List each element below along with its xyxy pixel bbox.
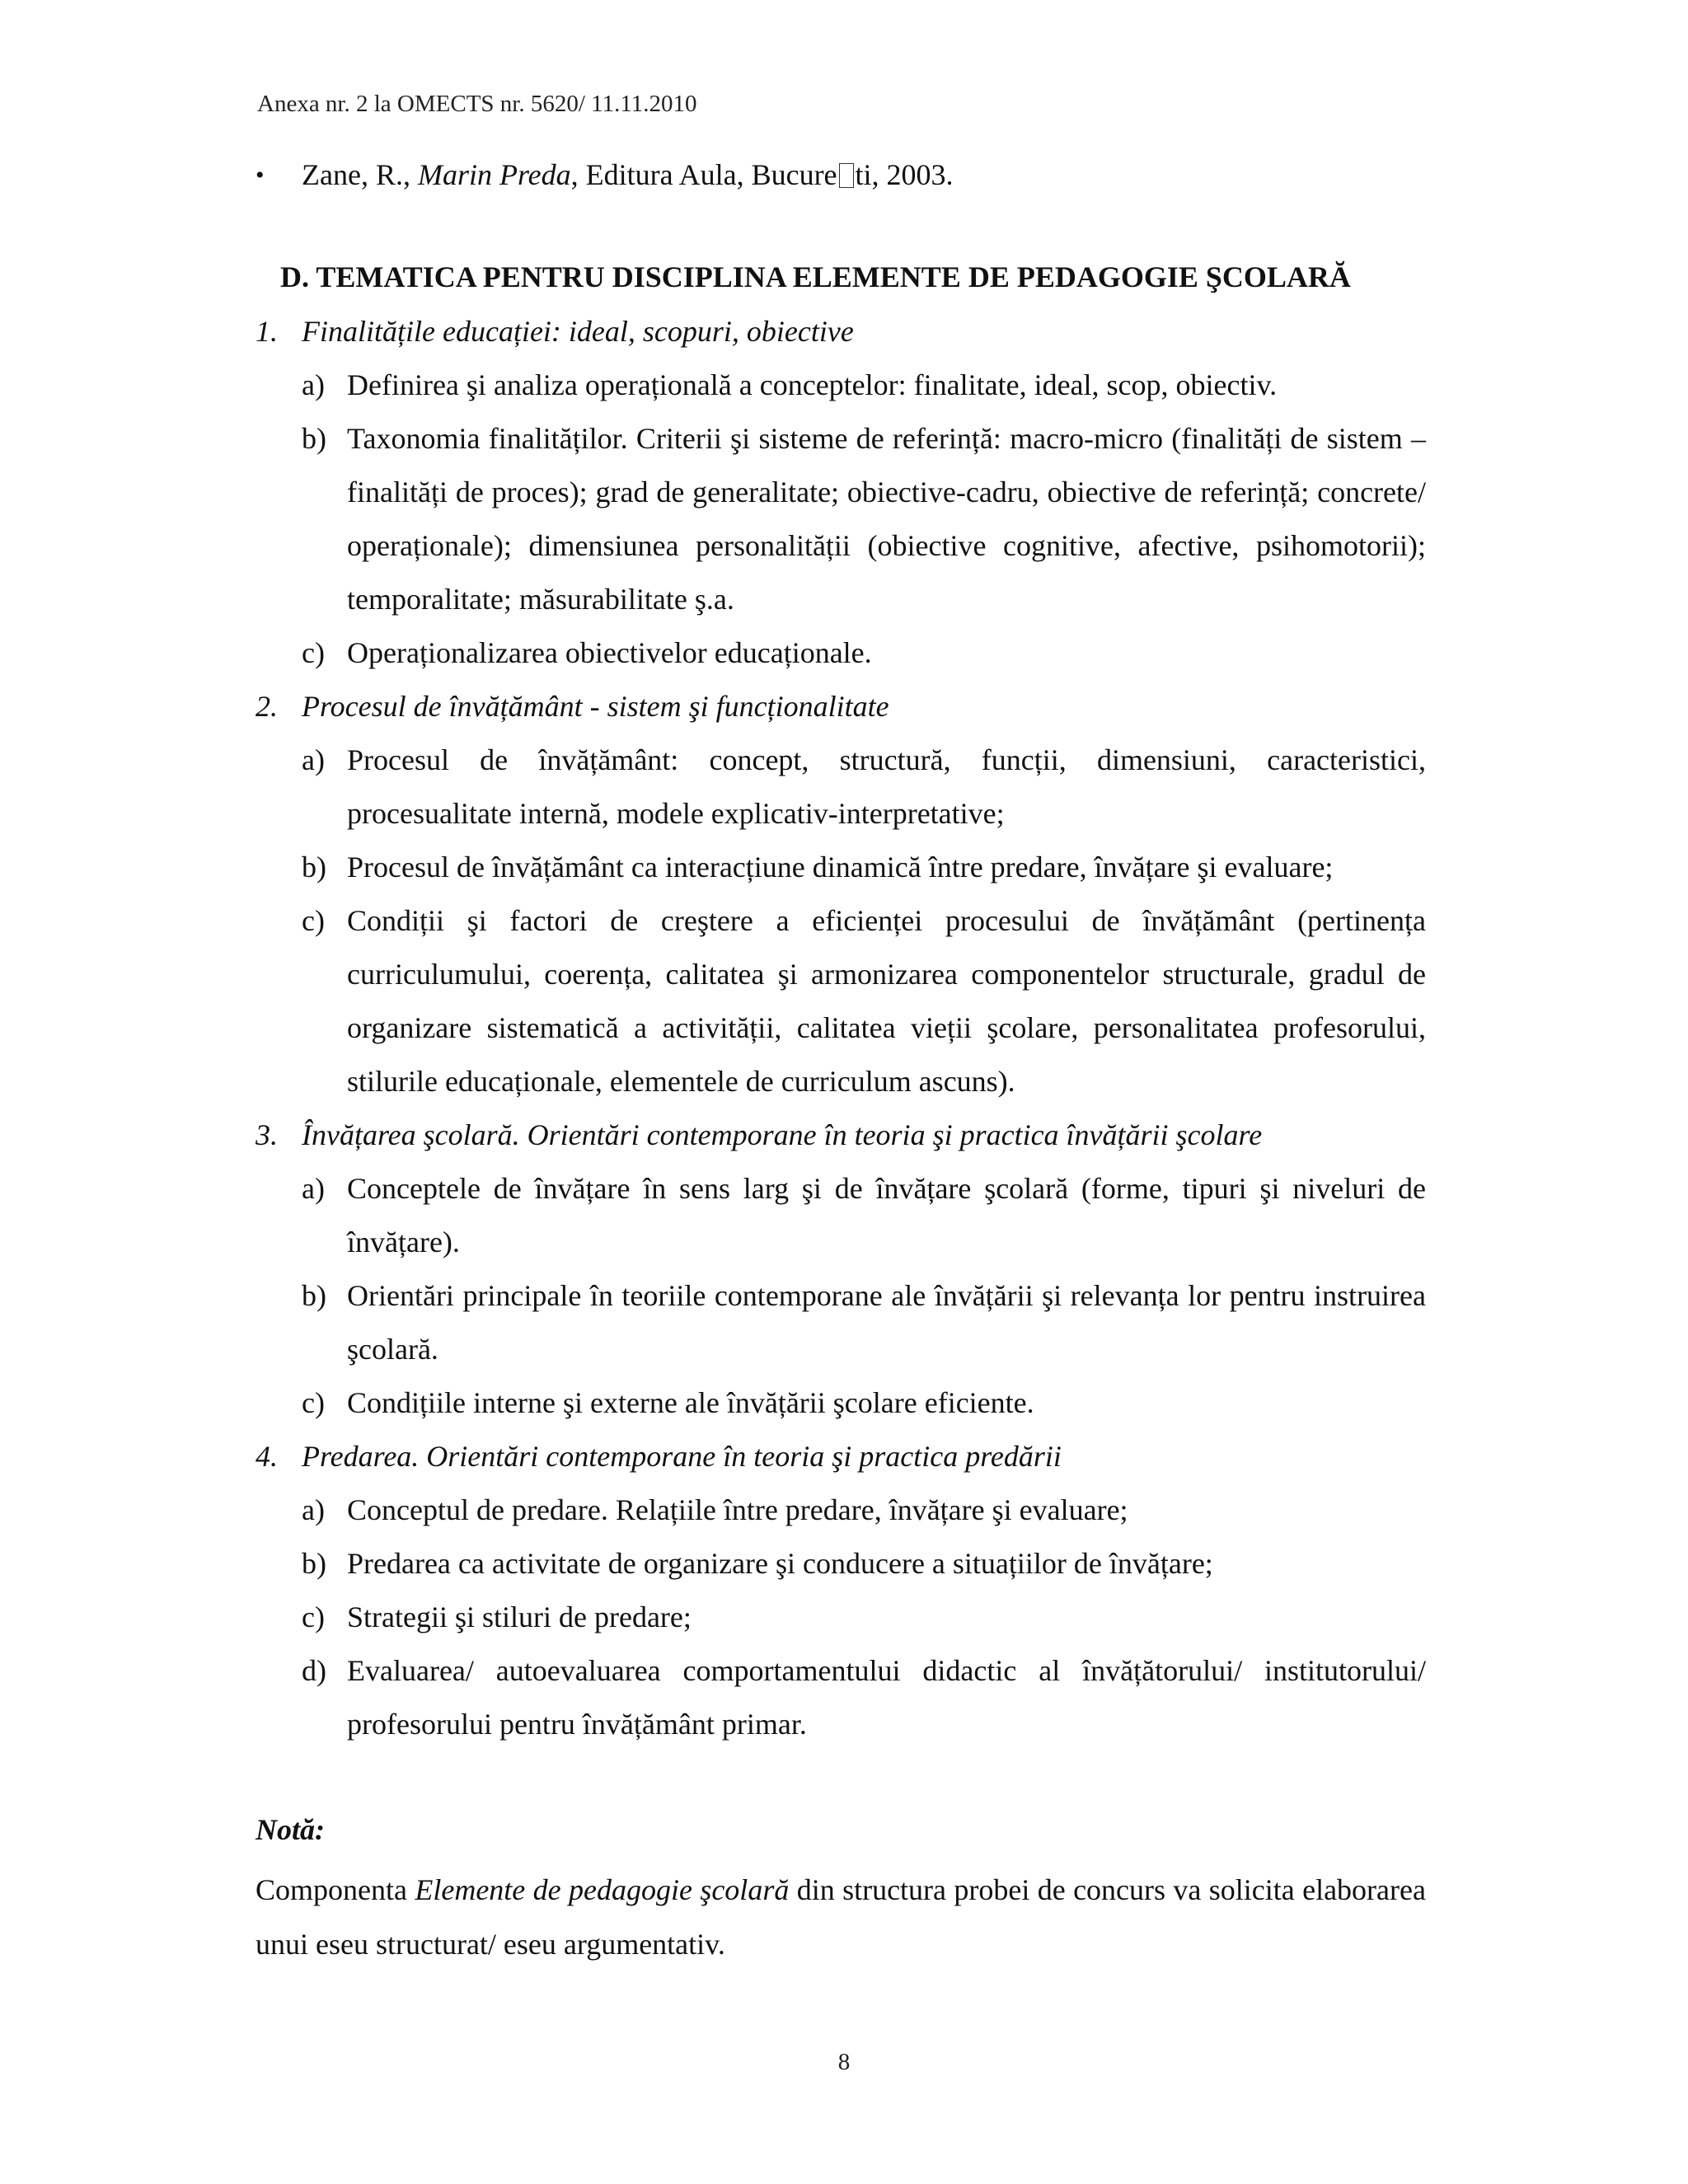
item-text: Taxonomia finalităților. Criterii şi sisteme de referință: macro-micro (finalități de sistem – finalități de proces); grad de generalitate; obiective-cadru, obiective de referință; concrete/ operaționale); dimensiunea personalității (obiective cognitive, afective, psihomotorii); temporalitate; măsurabilitate ş.a.	[347, 422, 1426, 616]
item-text: Procesul de învățământ ca interacțiune dinamică între predare, învățare şi evaluare;	[347, 851, 1334, 883]
item-text: Conceptele de învățare în sens larg şi de învățare şcolară (forme, tipuri şi niveluri de învățare).	[347, 1172, 1426, 1258]
note-title: Notă:	[256, 1813, 325, 1846]
topic-number: 3.	[256, 1118, 278, 1151]
list-item	[302, 894, 1426, 1108]
list-item	[302, 359, 1426, 412]
item-text: Operaționalizarea obiectivelor educaționale.	[347, 636, 872, 669]
list-item	[302, 841, 1426, 894]
item-label: c)	[302, 1601, 325, 1633]
item-label: b)	[302, 422, 326, 455]
missing-glyph-icon	[839, 163, 854, 188]
list-item	[302, 733, 1426, 841]
section-title: D. TEMATICA PENTRU DISCIPLINA ELEMENTE DE PEDAGOGIE ŞCOLARĂ	[280, 260, 1351, 293]
item-text: Orientări principale în teoriile contemporane ale învățării şi relevanța lor pentru instruirea şcolară.	[347, 1279, 1426, 1366]
page-header: Anexa nr. 2 la OMECTS nr. 5620/ 11.11.2010	[257, 91, 697, 117]
topic-heading	[256, 1430, 1426, 1483]
item-label: b)	[302, 851, 326, 883]
topics-list	[256, 305, 1426, 1751]
item-label: c)	[302, 904, 325, 937]
reference-year: ti, 2003.	[855, 158, 954, 191]
item-text: Strategii şi stiluri de predare;	[347, 1601, 692, 1633]
item-label: d)	[302, 1654, 326, 1687]
topic-heading-text: Finalitățile educației: ideal, scopuri, obiective	[302, 315, 854, 348]
topic-heading-text: Învățarea şcolară. Orientări contemporane în teoria şi practica învățării şcolare	[302, 1118, 1263, 1151]
list-item	[302, 1162, 1426, 1269]
item-text: Condiții şi factori de creştere a eficienței procesului de învățământ (pertinența curriculumului, coerența, calitatea şi armonizarea componentelor structurale, gradul de organizare sistematică a activității, calitatea vieții şcolare, personalitatea profesorului, stilurile educaționale, elementele de curriculum ascuns).	[347, 904, 1426, 1098]
topic-section-2	[256, 680, 1426, 1108]
topic-number: 1.	[256, 315, 278, 348]
item-label: c)	[302, 636, 325, 669]
list-item	[302, 1537, 1426, 1591]
topic-number: 2.	[256, 690, 278, 723]
item-label: a)	[302, 1493, 325, 1526]
item-text: Definirea şi analiza operațională a conceptelor: finalitate, ideal, scop, obiectiv.	[347, 368, 1278, 401]
topic-heading-text: Predarea. Orientări contemporane în teoria şi practica predării	[302, 1440, 1062, 1473]
reference-book-title: Marin Preda	[417, 158, 571, 191]
topic-section-3	[256, 1108, 1426, 1430]
item-label: b)	[302, 1279, 326, 1312]
item-label: a)	[302, 368, 325, 401]
item-label: a)	[302, 743, 325, 776]
topic-heading	[256, 680, 1426, 733]
item-label: c)	[302, 1386, 325, 1419]
item-text: Conceptul de predare. Relațiile între predare, învățare şi evaluare;	[347, 1493, 1128, 1526]
list-item	[302, 1644, 1426, 1751]
reference-publisher: , Editura Aula, Bucure	[570, 158, 837, 191]
list-item	[302, 1591, 1426, 1644]
list-item	[302, 1483, 1426, 1537]
item-text: Predarea ca activitate de organizare şi conducere a situațiilor de învățare;	[347, 1547, 1213, 1580]
topic-section-4	[256, 1430, 1426, 1751]
item-text: Condițiile interne şi externe ale învățării şcolare eficiente.	[347, 1386, 1034, 1419]
list-item	[302, 1376, 1426, 1430]
list-item	[302, 412, 1426, 626]
topic-heading-text: Procesul de învățământ - sistem şi funcționalitate	[302, 690, 889, 723]
note-text-end: din structura probei de concurs va solicita elaborarea unui eseu structurat/ eseu argumentativ.	[256, 1873, 1426, 1961]
topic-heading	[256, 1108, 1426, 1162]
reference-author: Zane, R.,	[302, 158, 418, 191]
topic-heading	[256, 305, 1426, 359]
list-item	[302, 626, 1426, 680]
note-body	[256, 1863, 1426, 1971]
item-label: b)	[302, 1547, 326, 1580]
page-number: 8	[837, 2049, 851, 2075]
item-text: Procesul de învățământ: concept, structură, funcții, dimensiuni, caracteristici, procesualitate internă, modele explicativ-interpretative;	[347, 743, 1426, 830]
bullet-icon: •	[256, 162, 265, 189]
topic-number: 4.	[256, 1440, 278, 1473]
list-item	[302, 1269, 1426, 1376]
note-subject: Elemente de pedagogie şcolară	[415, 1873, 790, 1906]
note-text-start: Componenta	[256, 1873, 415, 1906]
topic-section-1	[256, 305, 1426, 680]
reference-entry	[256, 150, 1426, 200]
item-label: a)	[302, 1172, 325, 1205]
item-text: Evaluarea/ autoevaluarea comportamentului didactic al învățătorului/ institutorului/ profesorului pentru învățământ primar.	[347, 1654, 1426, 1741]
